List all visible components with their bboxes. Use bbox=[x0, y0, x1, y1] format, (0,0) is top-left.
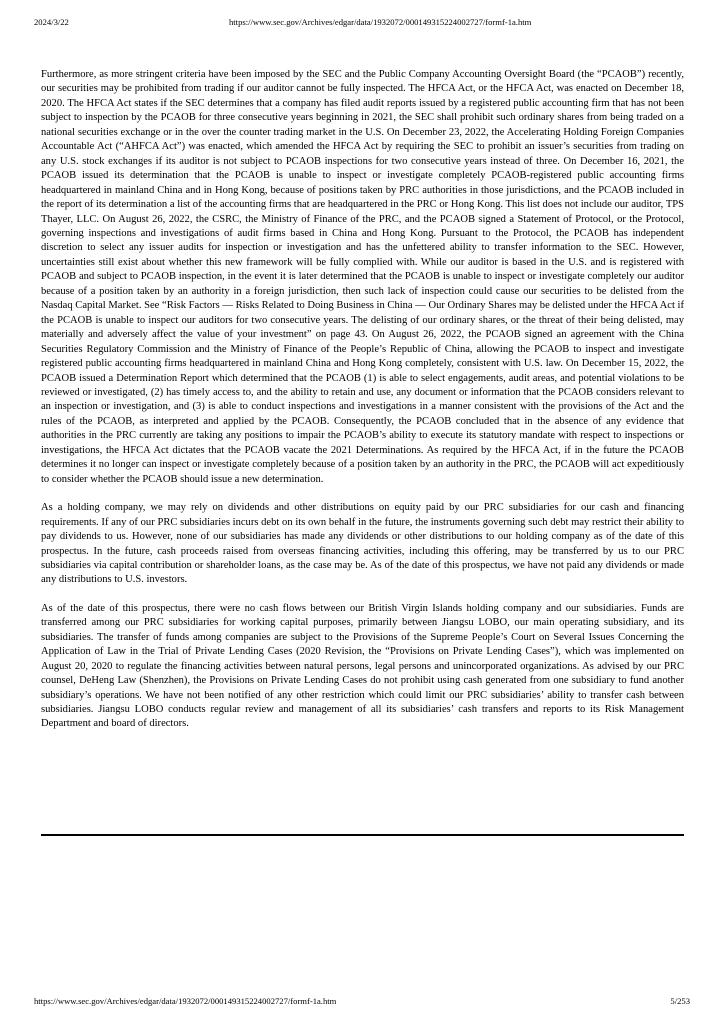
paragraph-pcaob-hfca: Furthermore, as more stringent criteria have been imposed by the SEC and the Public Company Accounting Oversight Board (the “PCAOB”) recently, our securities may be prohibited from trading if our auditor cannot be fully inspected. The HFCA Act, or the HFCA Act, was enacted on December 18, 2020. The HFCA Act states if the SEC determines that a company has filed audit reports issued by a registered public accounting firm that has not been subject to inspection by the PCAOB for three consecutive years beginning in 2021, the SEC shall prohibit such ordinary shares from being traded on a national securities exchange or in the over the counter trading market in the U.S. On December 23, 2022, the Accelerating Holding Foreign Companies Accountable Act (“AHFCA Act”) was enacted, which amended the HFCA Act by requiring the SEC to prohibit an issuer’s securities from trading on any U.S. stock exchanges if its auditor is not subject to PCAOB inspections for two consecutive years instead of three. On December 16, 2021, the PCAOB issued its determination that the PCAOB is unable to inspect or investigate completely PCAOB-registered public accounting firms headquartered in mainland China and in Hong Kong, because of positions taken by PRC authorities in those jurisdictions, and the PCAOB included in the report of its determination a list of the accounting firms that are headquartered in the PRC or Hong Kong. This list does not include our auditor, TPS Thayer, LLC. On August 26, 2022, the CSRC, the Ministry of Finance of the PRC, and the PCAOB signed a Statement of Protocol, or the Protocol, governing inspections and investigations of audit firms based in China and Hong Kong. Pursuant to the Protocol, the PCAOB has independent discretion to select any issuer audits for inspection or investigation and has the unfettered ability to transfer information to the SEC. However, uncertainties still exist about whether this new framework will be fully complied with. While our auditor is based in the U.S. and is registered with PCAOB and subject to PCAOB inspection, in the event it is later determined that the PCAOB is unable to inspect or investigate completely our auditor because of a position taken by an authority in a foreign jurisdiction, then such lack of inspection could cause our securities to be delisted from the Nasdaq Capital Market. See “Risk Factors — Risks Related to Doing Business in China — Our Ordinary Shares may be delisted under the HFCA Act if the PCAOB is unable to inspect our auditors for two consecutive years. The delisting of our ordinary shares, or the threat of their being delisted, may materially and adversely affect the value of your investment” on page 43. On August 26, 2022, the PCAOB signed an agreement with the China Securities Regulatory Commission and the Ministry of Finance of the People’s Republic of China, allowing the PCAOB to inspect and investigate registered public accounting firms headquartered in mainland China and Hong Kong completely, consistent with U.S. law. On December 15, 2022, the PCAOB issued a Determination Report which determined that the PCAOB (1) is able to select engagements, audit areas, and potential violations to be reviewed or investigated, (2) has timely access to, and the ability to retain and use, any document or information that the PCAOB considers relevant to an inspection or investigation, and (3) is able to conduct inspections and investigations in a manner consistent with the provisions of the Act and the rules of the PCAOB, as interpreted and applied by the PCAOB. Consequently, the PCAOB concluded that in the absence of any evidence that authorities in the PRC currently are taking any positions to impair the PCAOB’s ability to execute its statutory mandate with respect to inspections or investigations, the HFCA Act dictates that the PCAOB vacate the 2021 Determinations. As required by the HFCA Act, if in the future the PCAOB determines it no longer can inspect or investigate completely because of a position taken by an authority in the PRC, the PCAOB will act expeditiously to consider whether the PCAOB should issue a new determination. bbox=[41, 69, 684, 485]
print-header bbox=[34, 15, 690, 29]
print-footer-url: https://www.sec.gov/Archives/edgar/data/1932072/000149315224002727/formf-1a.htm bbox=[34, 996, 337, 1006]
horizontal-rule bbox=[41, 834, 684, 836]
print-footer bbox=[34, 994, 690, 1008]
paragraph-dividends: As a holding company, we may rely on dividends and other distributions on equity paid by our PRC subsidiaries for our cash and financing requirements. If any of our PRC subsidiaries incurs debt on its own behalf in the future, the instruments governing such debt may restrict their ability to pay dividends to us. However, none of our subsidiaries has made any dividends or other distributions to our holding company as of the date of this prospectus. In the future, cash proceeds raised from overseas financing activities, including this offering, may be transferred by us to our PRC subsidiaries via capital contribution or shareholder loans, as the case may be. As of the date of this prospectus, we have not paid any dividends or made any distributions to U.S. investors. bbox=[41, 502, 684, 586]
page-number: 5/253 bbox=[670, 996, 690, 1006]
print-header-url: https://www.sec.gov/Archives/edgar/data/1932072/000149315224002727/formf-1a.htm bbox=[229, 17, 532, 27]
paragraph-cash-flows: As of the date of this prospectus, there were no cash flows between our British Virgin Islands holding company and our subsidiaries. Funds are transferred among our PRC subsidiaries for working capital purposes, primarily between Jiangsu LOBO, our main operating subsidiary, and its subsidiaries. The transfer of funds among companies are subject to the Provisions of the Supreme People’s Court on Several Issues Concerning the Application of Law in the Trial of Private Lending Cases (2020 Revision, the “Provisions on Private Lending Cases”), which was implemented on August 20, 2020 to regulate the financing activities between natural persons, legal persons and unincorporated organizations. As advised by our PRC counsel, DeHeng Law (Shenzhen), the Provisions on Private Lending Cases do not prohibit using cash generated from one subsidiary to fund another subsidiary’s operations. We have not been notified of any other restriction which could limit our PRC subsidiaries’ ability to transfer cash between subsidiaries. Jiangsu LOBO conducts regular review and management of all its subsidiaries’ cash transfers and reports to its Risk Management Department and board of directors. bbox=[41, 602, 684, 730]
document-body bbox=[41, 68, 684, 746]
print-date: 2024/3/22 bbox=[34, 17, 69, 27]
